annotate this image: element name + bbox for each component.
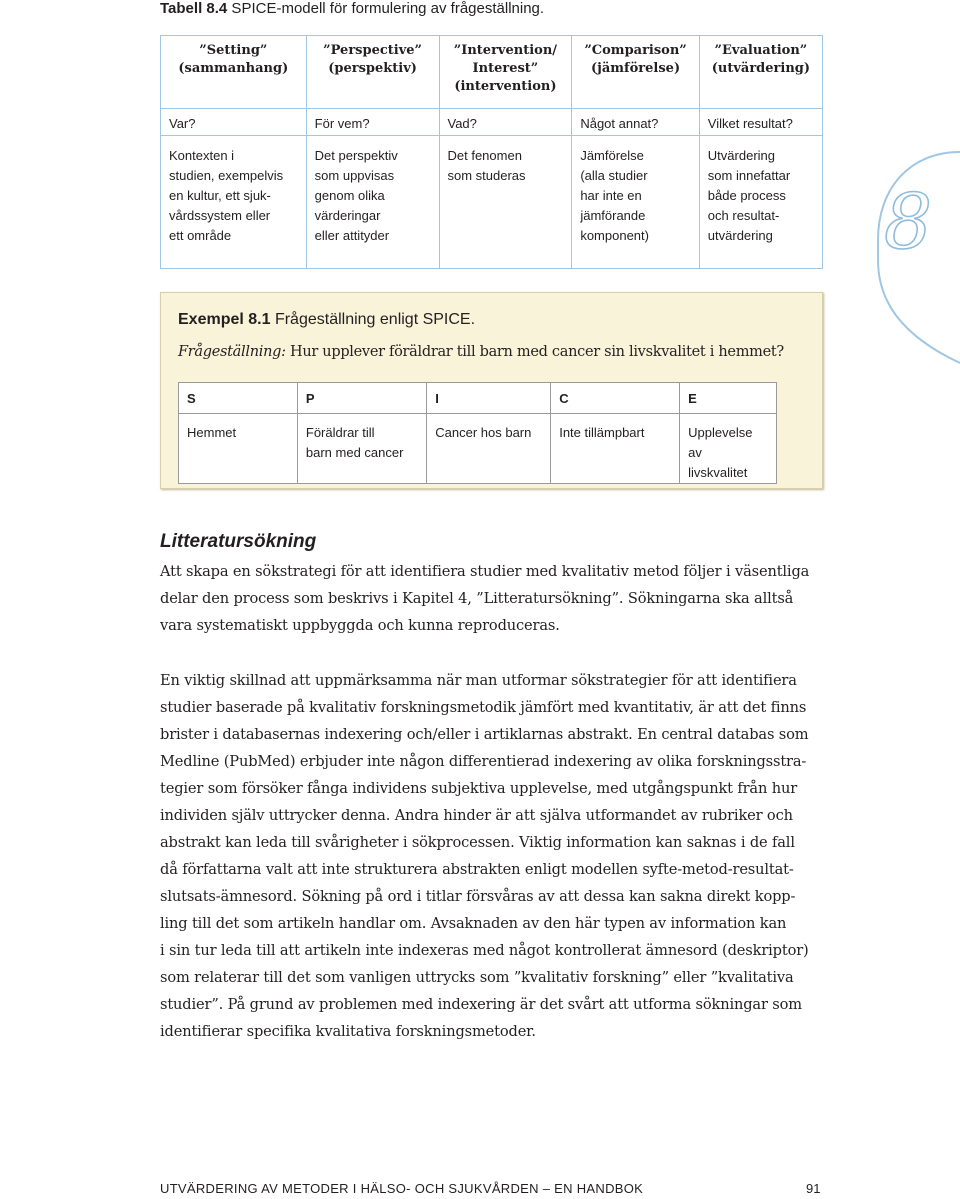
- text-line: Att skapa en sökstrategi för att identifiera studier med kvalitativ metod följer i väsentliga: [160, 563, 810, 580]
- question-cell: Vilket resultat?: [699, 109, 822, 136]
- section-heading: Litteratursökning: [160, 531, 317, 552]
- header-comparison: ”Comparison” (jämförelse): [572, 36, 699, 109]
- example-header-c: C: [551, 383, 680, 414]
- description-cell: Kontexten i studien, exempelvis en kultur, ett sjuk- vårdssystem eller ett område: [161, 136, 307, 269]
- table-caption: [160, 0, 544, 18]
- example-header-i: I: [427, 383, 551, 414]
- text-line: studier baserade på kvalitativ forskningsmetodik jämfört med kvantitativ, är att det finns: [160, 699, 807, 716]
- example-header-p: P: [297, 383, 426, 414]
- text-line: Medline (PubMed) erbjuder inte någon differentierad indexering av olika forskningsstra-: [160, 753, 807, 770]
- paragraph-2: [160, 667, 820, 1045]
- table-description-row: [161, 136, 823, 269]
- header-setting: ”Setting” (sammanhang): [161, 36, 307, 109]
- footer-book-title: UTVÄRDERING AV METODER I HÄLSO- OCH SJUKVÅRDEN – EN HANDBOK: [160, 1181, 644, 1196]
- example-question: [178, 342, 784, 362]
- chapter-marker: [850, 150, 960, 365]
- header-perspective: ”Perspective” (perspektiv): [306, 36, 439, 109]
- example-value-cell: Hemmet: [179, 414, 298, 484]
- text-line: tegier som försöker fånga individens subjektiva upplevelse, med utgångspunkt från hur: [160, 780, 798, 797]
- spice-model-table: [160, 35, 823, 269]
- example-value-cell: Inte tillämpbart: [551, 414, 680, 484]
- text-line: som relaterar till det som vanligen uttrycks som ”kvalitativ forskning” eller ”kvalitativa: [160, 969, 794, 986]
- text-line: slutsats-ämnesord. Sökning på ord i titlar försvåras av att dessa kan sakna direkt kopp-: [160, 888, 796, 905]
- example-number: Exempel 8.1: [178, 311, 271, 328]
- description-cell: Utvärdering som innefattar både process och resultat- utvärdering: [699, 136, 822, 269]
- text-line: vara systematiskt uppbyggda och kunna reproduceras.: [160, 617, 560, 634]
- header-evaluation: ”Evaluation” (utvärdering): [699, 36, 822, 109]
- description-cell: Det perspektiv som uppvisas genom olika värderingar eller attityder: [306, 136, 439, 269]
- example-value-row: [179, 414, 777, 484]
- table-question-row: [161, 109, 823, 136]
- page-number: 91: [806, 1181, 821, 1196]
- spice-example-table: [178, 382, 777, 484]
- text-line: En viktig skillnad att uppmärksamma när man utformar sökstrategier för att identifiera: [160, 672, 797, 689]
- example-header-row: [179, 383, 777, 414]
- question-label: Frågeställning:: [178, 344, 286, 360]
- table-header-row: [161, 36, 823, 109]
- text-line: abstrakt kan leda till svårigheter i sökprocessen. Viktig information kan saknas i de fall: [160, 834, 795, 851]
- description-cell: Jämförelse (alla studier har inte en jämförande komponent): [572, 136, 699, 269]
- text-line: identifierar specifika kvalitativa forskningsmetoder.: [160, 1023, 536, 1040]
- text-line: i sin tur leda till att artikeln inte indexeras med något kontrollerat ämnesord (deskriptor): [160, 942, 809, 959]
- text-line: brister i databasernas indexering och/eller i artiklarnas abstrakt. En central databas som: [160, 726, 809, 743]
- text-line: studier”. På grund av problemen med indexering är det svårt att utforma sökningar som: [160, 996, 802, 1013]
- question-text: Hur upplever föräldrar till barn med cancer sin livskvalitet i hemmet?: [285, 344, 784, 360]
- table-caption-number: Tabell 8.4: [160, 0, 228, 17]
- question-cell: Vad?: [439, 109, 572, 136]
- example-value-cell: Cancer hos barn: [427, 414, 551, 484]
- text-line: då författarna valt att inte strukturera abstrakten enligt modellen syfte-metod-resultat-: [160, 861, 794, 878]
- description-cell: Det fenomen som studeras: [439, 136, 572, 269]
- example-title: [178, 310, 475, 330]
- example-header-e: E: [680, 383, 777, 414]
- question-cell: Var?: [161, 109, 307, 136]
- table-caption-text: SPICE-modell för formulering av frågeställning.: [227, 0, 545, 17]
- text-line: individen själv uttrycker denna. Andra hinder är att själva utformandet av rubriker och: [160, 807, 793, 824]
- example-value-cell: Föräldrar till barn med cancer: [297, 414, 426, 484]
- question-cell: Något annat?: [572, 109, 699, 136]
- paragraph-1: [160, 558, 820, 639]
- example-caption: Frågeställning enligt SPICE.: [270, 311, 476, 328]
- text-line: ling till det som artikeln handlar om. Avsaknaden av den här typen av information kan: [160, 915, 787, 932]
- header-intervention: ”Intervention/ Interest” (intervention): [439, 36, 572, 109]
- example-header-s: S: [179, 383, 298, 414]
- example-value-cell: Upplevelse av livskvalitet: [680, 414, 777, 484]
- text-line: delar den process som beskrivs i Kapitel 4, ”Litteratursökning”. Sökningarna ska alltså: [160, 590, 794, 607]
- question-cell: För vem?: [306, 109, 439, 136]
- chapter-number: 8: [883, 177, 933, 266]
